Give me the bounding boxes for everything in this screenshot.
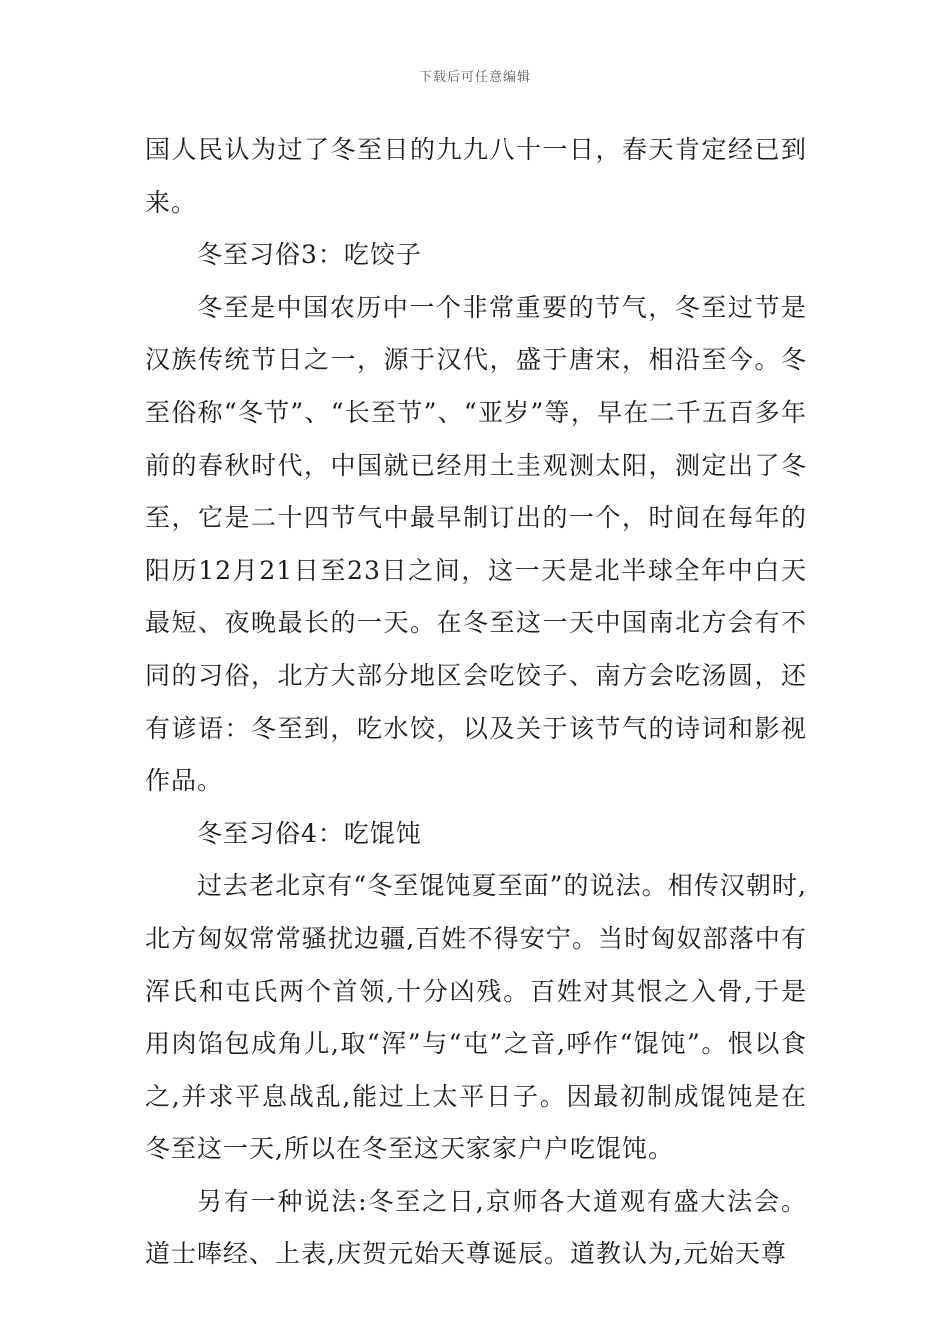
paragraph: 国人民认为过了冬至日的九九八十一日，春天肯定经已到来。 bbox=[145, 135, 807, 217]
paragraph: 冬至是中国农历中一个非常重要的节气，冬至过节是汉族传统节日之一，源于汉代，盛于唐宋，相沿至今。冬至俗称“冬节”、“长至节”、“亚岁”等，早在二千五百多年前的春秋时代，中国就已经用土圭观测太阳，测定出了冬至，它是二十四节气中最早制订出的一个，时间在每年的阳历12月21日至23日之间，这一天是北半球全年中白天最短、夜晚最长的一天。在冬至这一天中国南北方会有不同的习俗，北方大部分地区会吃饺子、南方会吃汤圆，还有谚语：冬至到，吃水饺，以及关于该节气的诗词和影视作品。 bbox=[145, 292, 807, 796]
document-body bbox=[145, 124, 807, 1281]
paragraph: 另有一种说法:冬至之日,京师各大道观有盛大法会。道士唪经、上表,庆贺元始天尊诞辰。道教认为,元始天尊 bbox=[145, 1186, 807, 1269]
section-heading-custom-4: 冬至习俗4：吃馄饨 bbox=[197, 818, 422, 848]
page-header: 下载后可任意编辑 bbox=[418, 70, 531, 85]
paragraph: 过去老北京有“冬至馄饨夏至面”的说法。相传汉朝时,北方匈奴常常骚扰边疆,百姓不得安宁。当时匈奴部落中有浑氏和屯氏两个首领,十分凶残。百姓对其恨之入骨,于是用肉馅包成角儿,取“浑”与“屯”之音,呼作“馄饨”。恨以食之,并求平息战乱,能过上太平日子。因最初制成馄饨是在冬至这一天,所以在冬至这天家家户户吃馄饨。 bbox=[145, 871, 807, 1164]
section-heading-custom-3: 冬至习俗3：吃饺子 bbox=[197, 240, 422, 270]
